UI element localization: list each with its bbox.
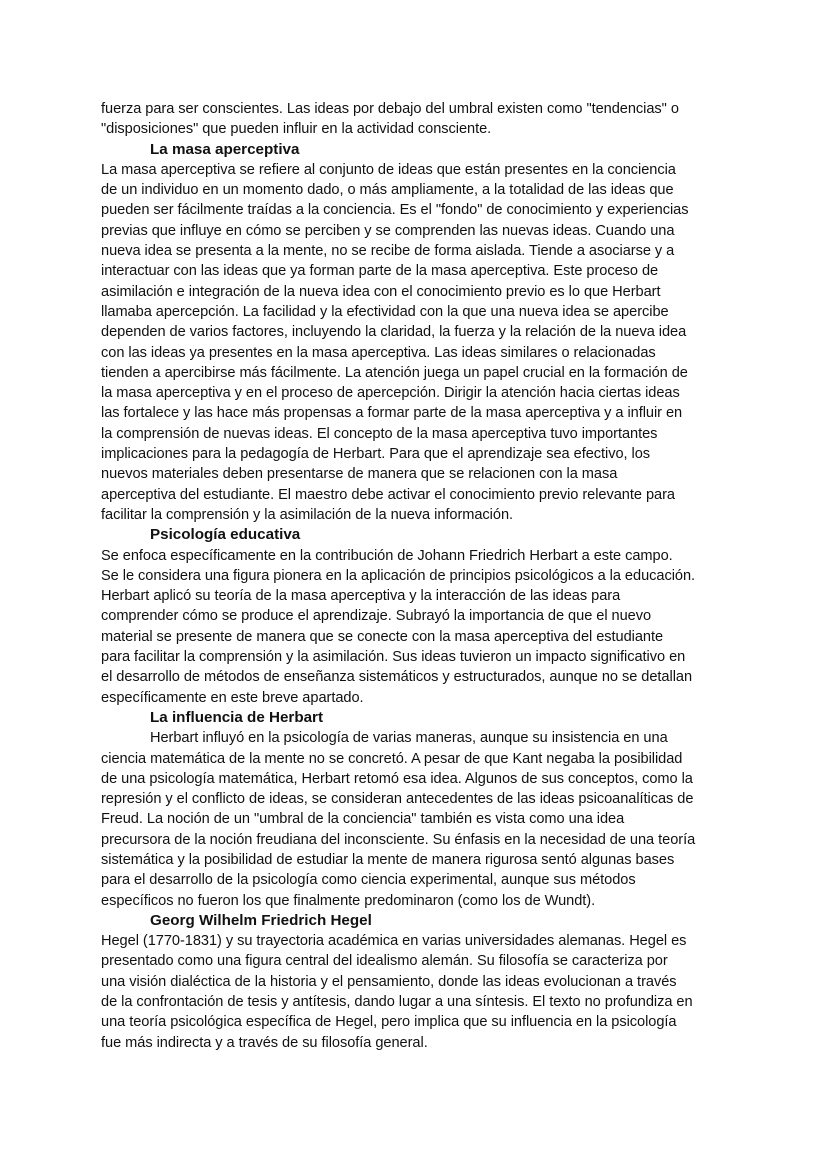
- text-line: llamaba apercepción. La facilidad y la efectividad con la que una nueva idea se apercibe: [101, 303, 669, 320]
- text-line: Se enfoca específicamente en la contribución de Johann Friedrich Herbart a este campo.: [101, 547, 673, 564]
- text-line: Herbart influyó en la psicología de varias maneras, aunque su insistencia en una: [150, 730, 668, 747]
- text-line: una visión dialéctica de la historia y el pensamiento, donde las ideas evolucionan a través: [101, 973, 677, 990]
- text-line: Herbart aplicó su teoría de la masa aperceptiva y la interacción de las ideas para: [101, 588, 621, 605]
- text-line: ciencia matemática de la mente no se concretó. A pesar de que Kant negaba la posibilidad: [101, 750, 683, 767]
- text-line: de un individuo en un momento dado, o más ampliamente, a la totalidad de las ideas que: [101, 182, 674, 199]
- text-line: precursora de la noción freudiana del inconsciente. Su énfasis en la necesidad de una teoría: [101, 831, 696, 848]
- text-line: previas que influye en cómo se perciben y se comprenden las nuevas ideas. Cuando una: [101, 222, 675, 239]
- section-psicologia-educativa: [101, 525, 731, 708]
- text-line: asimilación e integración de la nueva idea con el conocimiento previo es lo que Herbart: [101, 283, 661, 300]
- text-line: de la confrontación de tesis y antítesis, dando lugar a una síntesis. El texto no profundiza en: [101, 994, 693, 1011]
- text-line: una teoría psicológica específica de Hegel, pero implica que su influencia en la psicología: [101, 1014, 677, 1031]
- text-line: implicaciones para la pedagogía de Herbart. Para que el aprendizaje sea efectivo, los: [101, 446, 651, 463]
- text-line: material se presente de manera que se conecte con la masa aperceptiva del estudiante: [101, 628, 664, 645]
- section-heading: La masa aperceptiva: [150, 140, 300, 158]
- text-line: sistemática y la posibilidad de estudiar la mente de manera rigurosa sentó algunas bases: [101, 851, 675, 868]
- text-line: comprender cómo se produce el aprendizaje. Subrayó la importancia de que el nuevo: [101, 608, 652, 625]
- text-line: Freud. La noción de un "umbral de la conciencia" también es vista como una idea: [101, 811, 625, 828]
- intro-paragraph: [101, 99, 731, 140]
- section-influencia-herbart: [101, 708, 731, 911]
- text-line: fuerza para ser conscientes. Las ideas por debajo del umbral existen como "tendencias" o: [101, 101, 679, 117]
- text-line: represión y el conflicto de ideas, se consideran antecedentes de las ideas psicoanalíticas de: [101, 791, 694, 808]
- text-line: específicamente en este breve apartado.: [101, 689, 364, 706]
- section-masa-aperceptiva: [101, 140, 731, 526]
- text-line: las fortalece y las hace más propensas a formar parte de la masa aperceptiva y a influir en: [101, 405, 683, 422]
- text-line: aperceptiva del estudiante. El maestro debe activar el conocimiento previo relevante para: [101, 486, 675, 503]
- text-line: específicos no fueron los que finalmente predominaron (como los de Wundt).: [101, 892, 596, 909]
- text-line: con las ideas ya presentes en la masa aperceptiva. Las ideas similares o relacionadas: [101, 344, 656, 361]
- text-line: presentado como una figura central del idealismo alemán. Su filosofía se caracteriza por: [101, 953, 668, 970]
- text-line: tienden a apercibirse más fácilmente. La atención juega un papel crucial en la formación de: [101, 364, 688, 381]
- text-line: interactuar con las ideas que ya forman parte de la masa aperceptiva. Este proceso de: [101, 263, 659, 280]
- document-page: [101, 99, 731, 1053]
- text-line: el desarrollo de métodos de enseñanza sistemáticos y estructurados, aunque no se detallan: [101, 669, 693, 686]
- text-line: "disposiciones" que pueden influir en la actividad consciente.: [101, 121, 492, 138]
- section-heading: Georg Wilhelm Friedrich Hegel: [150, 911, 372, 929]
- text-line: nuevos materiales deben presentarse de manera que se relacionen con la masa: [101, 466, 618, 483]
- text-line: la masa aperceptiva y en el proceso de apercepción. Dirigir la atención hacia ciertas ideas: [101, 385, 680, 402]
- text-line: fue más indirecta y a través de su filosofía general.: [101, 1034, 428, 1051]
- text-line: Hegel (1770-1831) y su trayectoria académica en varias universidades alemanas. Hegel es: [101, 933, 687, 950]
- text-line: la comprensión de nuevas ideas. El concepto de la masa aperceptiva tuvo importantes: [101, 425, 658, 442]
- text-line: para el desarrollo de la psicología como ciencia experimental, aunque sus métodos: [101, 872, 636, 889]
- text-line: facilitar la comprensión y la asimilación de la nueva información.: [101, 506, 514, 523]
- text-line: para facilitar la comprensión y la asimilación. Sus ideas tuvieron un impacto significativo en: [101, 649, 686, 666]
- text-line: dependen de varios factores, incluyendo la claridad, la fuerza y la relación de la nueva idea: [101, 324, 687, 341]
- text-line: La masa aperceptiva se refiere al conjunto de ideas que están presentes en la conciencia: [101, 161, 676, 178]
- text-line: de una psicología matemática, Herbart retomó esa idea. Algunos de sus conceptos, como la: [101, 770, 693, 787]
- section-heading: La influencia de Herbart: [150, 708, 324, 726]
- section-hegel: [101, 911, 731, 1053]
- section-heading: Psicología educativa: [150, 526, 301, 544]
- text-line: pueden ser fácilmente traídas a la conciencia. Es el "fondo" de conocimiento y experiencias: [101, 202, 689, 219]
- text-line: Se le considera una figura pionera en la aplicación de principios psicológicos a la educación.: [101, 567, 696, 584]
- text-line: nueva idea se presenta a la mente, no se recibe de forma aislada. Tiende a asociarse y a: [101, 243, 675, 260]
